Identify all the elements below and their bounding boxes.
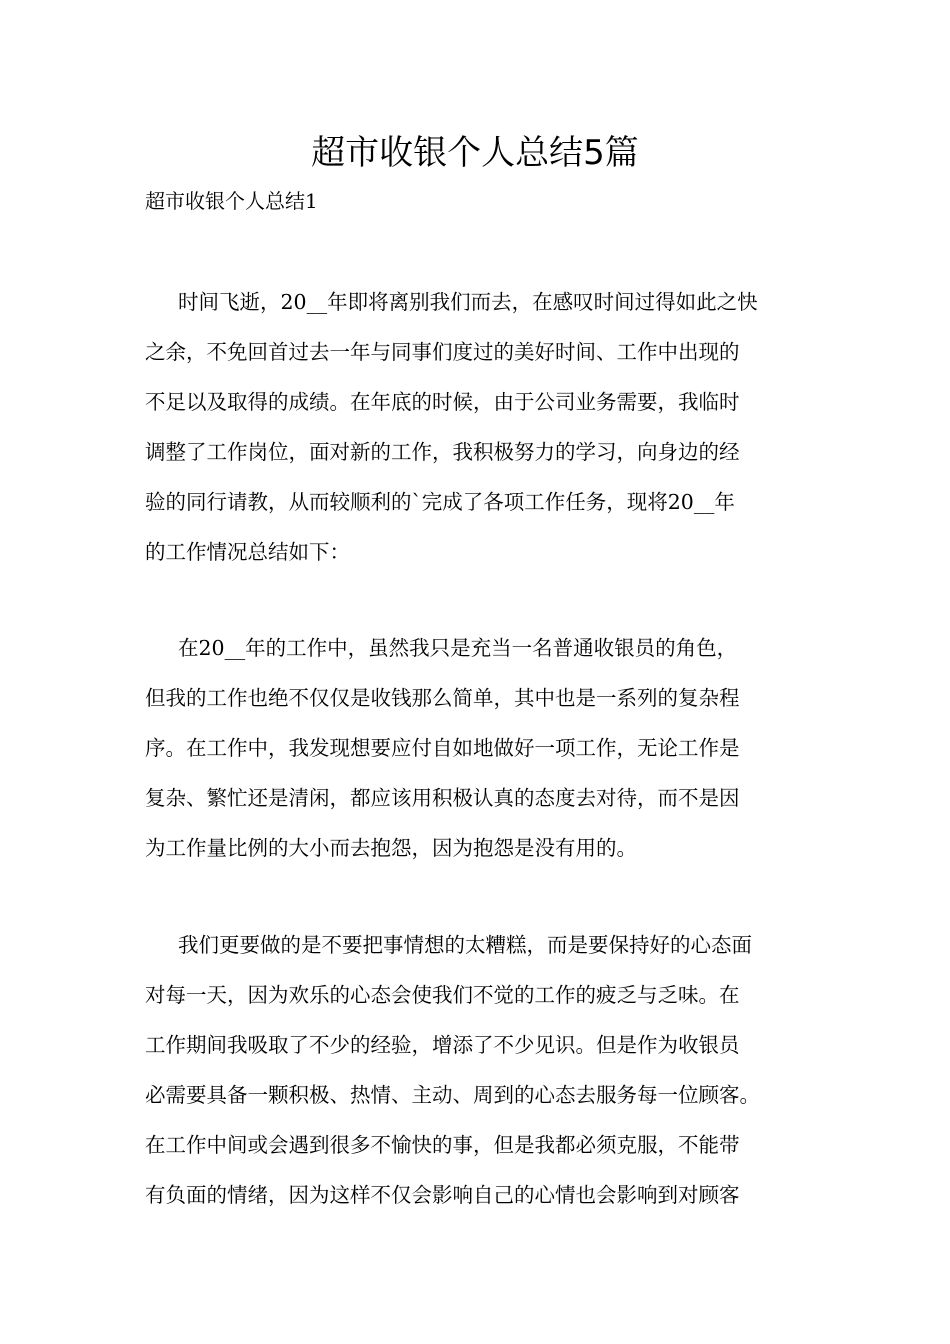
paragraph-line: 之余，不免回首过去一年与同事们度过的美好时间、工作中出现的 xyxy=(145,340,740,364)
paragraph-line: 在20__年的工作中，虽然我只是充当一名普通收银员的角色， xyxy=(178,636,738,660)
paragraph-1 xyxy=(145,277,825,577)
paragraph-3 xyxy=(145,920,825,1220)
paragraph-line: 序。在工作中，我发现想要应付自如地做好一项工作，无论工作是 xyxy=(145,736,740,760)
paragraph-line: 的工作情况总结如下： xyxy=(145,540,350,564)
section-heading: 超市收银个人总结1 xyxy=(145,189,318,213)
paragraph-line: 不足以及取得的成绩。在年底的时候，由于公司业务需要，我临时 xyxy=(145,390,740,414)
paragraph-line: 必需要具备一颗积极、热情、主动、周到的心态去服务每一位顾客。 xyxy=(145,1083,760,1107)
paragraph-line: 验的同行请教，从而较顺利的`完成了各项工作任务，现将20__年 xyxy=(145,490,735,514)
paragraph-line: 但我的工作也绝不仅仅是收钱那么简单，其中也是一系列的复杂程 xyxy=(145,686,740,710)
paragraph-2 xyxy=(145,623,825,873)
paragraph-line: 在工作中间或会遇到很多不愉快的事，但是我都必须克服，不能带 xyxy=(145,1133,740,1157)
document-title: 超市收银个人总结5篇 xyxy=(311,133,639,173)
paragraph-line: 我们更要做的是不要把事情想的太糟糕，而是要保持好的心态面 xyxy=(178,933,752,957)
paragraph-line: 对每一天，因为欢乐的心态会使我们不觉的工作的疲乏与乏味。在 xyxy=(145,983,740,1007)
paragraph-line: 时间飞逝，20__年即将离别我们而去，在感叹时间过得如此之快 xyxy=(178,290,758,314)
paragraph-line: 为工作量比例的大小而去抱怨，因为抱怨是没有用的。 xyxy=(145,836,637,860)
paragraph-line: 复杂、繁忙还是清闲，都应该用积极认真的态度去对待，而不是因 xyxy=(145,786,740,810)
paragraph-line: 调整了工作岗位，面对新的工作，我积极努力的学习，向身边的经 xyxy=(145,440,740,464)
paragraph-line: 有负面的情绪，因为这样不仅会影响自己的心情也会影响到对顾客 xyxy=(145,1183,740,1207)
paragraph-line: 工作期间我吸取了不少的经验，增添了不少见识。但是作为收银员 xyxy=(145,1033,740,1057)
